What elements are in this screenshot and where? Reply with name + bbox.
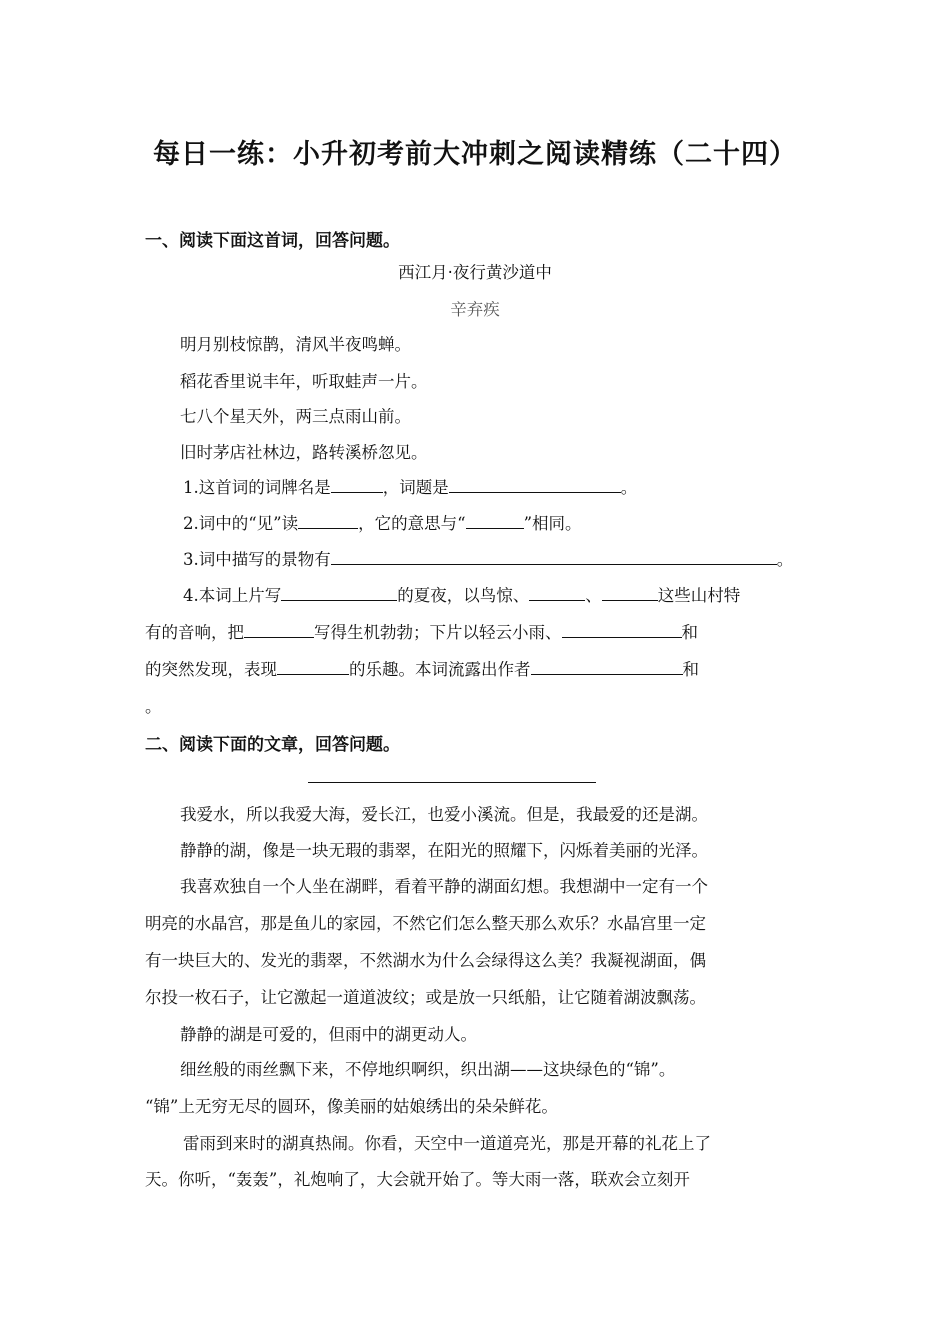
section1-heading: 一、阅读下面这首词，回答问题。 [145, 231, 400, 251]
answer-blank[interactable] [602, 583, 658, 601]
question-3 [183, 546, 793, 570]
article-line: 尔投一枚石子，让它激起一道道波纹；或是放一只纸船，让它随着湖波飘荡。 [145, 988, 706, 1007]
answer-blank[interactable] [244, 620, 314, 638]
q4-text: 的夏夜，以鸟惊、 [397, 586, 530, 605]
answer-blank[interactable] [331, 547, 777, 565]
poem-line: 旧时茅店社林边，路转溪桥忽见。 [180, 443, 428, 462]
q2-text-c: ”相同。 [523, 514, 582, 533]
question-4-line-1 [183, 582, 740, 606]
q4-text: 有的音响，把 [145, 623, 244, 642]
article-line: 我爱水，所以我爱大海，爱长江，也爱小溪流。但是，我最爱的还是湖。 [180, 805, 708, 824]
question-4-line-3 [145, 656, 699, 680]
q1-text-a: 1.这首词的词牌名是 [183, 478, 331, 497]
poem-line: 稻花香里说丰年，听取蛙声一片。 [180, 372, 428, 391]
q4-text: 写得生机勃勃；下片以轻云小雨、 [314, 623, 562, 642]
poem-line: 七八个星天外，两三点雨山前。 [180, 407, 411, 426]
article-line: 细丝般的雨丝飘下来，不停地织啊织，织出湖——这块绿色的“锦”。 [180, 1060, 676, 1079]
q1-text-c: 。 [620, 478, 638, 497]
poem-line: 明月别枝惊鹊，清风半夜鸣蝉。 [180, 335, 411, 354]
answer-blank[interactable] [529, 583, 585, 601]
question-4-line-2 [145, 619, 698, 643]
answer-blank[interactable] [449, 475, 621, 493]
q4-text: 和 [681, 623, 698, 642]
question-1 [183, 474, 637, 498]
article-line: 我喜欢独自一个人坐在湖畔，看着平静的湖面幻想。我想湖中一定有一个 [180, 877, 708, 896]
page-title: 每日一练：小升初考前大冲刺之阅读精练（二十四） [153, 139, 797, 170]
answer-blank[interactable] [331, 475, 383, 493]
q4-text: 4.本词上片写 [183, 586, 282, 605]
q2-text-b: ，它的意思与“ [358, 514, 466, 533]
answer-blank[interactable] [298, 511, 358, 529]
article-line: 有一块巨大的、发光的翡翠，不然湖水为什么会绿得这么美？我凝视湖面，偶 [145, 951, 706, 970]
q4-text: 、 [585, 586, 602, 605]
answer-blank[interactable] [466, 511, 524, 529]
article-line: “锦”上无穷无尽的圆环，像美丽的姑娘绣出的朵朵鲜花。 [145, 1097, 558, 1116]
q2-text-a: 2.词中的“见”读 [183, 514, 299, 533]
q4-text: 的突然发现，表现 [145, 660, 277, 679]
q3-text-c: 。 [776, 550, 794, 569]
section2-heading: 二、阅读下面的文章，回答问题。 [145, 735, 400, 755]
article-line: 雷雨到来时的湖真热闹。你看，天空中一道道亮光，那是开幕的礼花上了 [183, 1134, 711, 1153]
answer-blank[interactable] [562, 620, 682, 638]
answer-blank[interactable] [277, 657, 349, 675]
q4-text: 的乐趣。本词流露出作者 [349, 660, 531, 679]
article-line: 静静的湖，像是一块无瑕的翡翠，在阳光的照耀下，闪烁着美丽的光泽。 [180, 841, 708, 860]
q4-text: 这些山村特 [657, 586, 741, 605]
q3-text-a: 3.词中描写的景物有 [183, 550, 331, 569]
article-title-blank[interactable] [308, 782, 596, 783]
article-line: 明亮的水晶宫，那是鱼儿的家园，不然它们怎么整天那么欢乐？水晶宫里一定 [145, 914, 706, 933]
question-4-line-4: 。 [145, 697, 162, 716]
question-2 [183, 510, 582, 534]
article-line: 天。你听，“轰轰”，礼炮响了，大会就开始了。等大雨一落，联欢会立刻开 [145, 1170, 690, 1189]
poem-title: 西江月·夜行黄沙道中 [398, 263, 552, 282]
answer-blank[interactable] [281, 583, 397, 601]
q4-text: 和 [682, 660, 699, 679]
q1-text-b: ，词题是 [382, 478, 449, 497]
answer-blank[interactable] [531, 657, 683, 675]
article-line: 静静的湖是可爱的，但雨中的湖更动人。 [180, 1025, 477, 1044]
poem-author: 辛弃疾 [450, 300, 500, 319]
